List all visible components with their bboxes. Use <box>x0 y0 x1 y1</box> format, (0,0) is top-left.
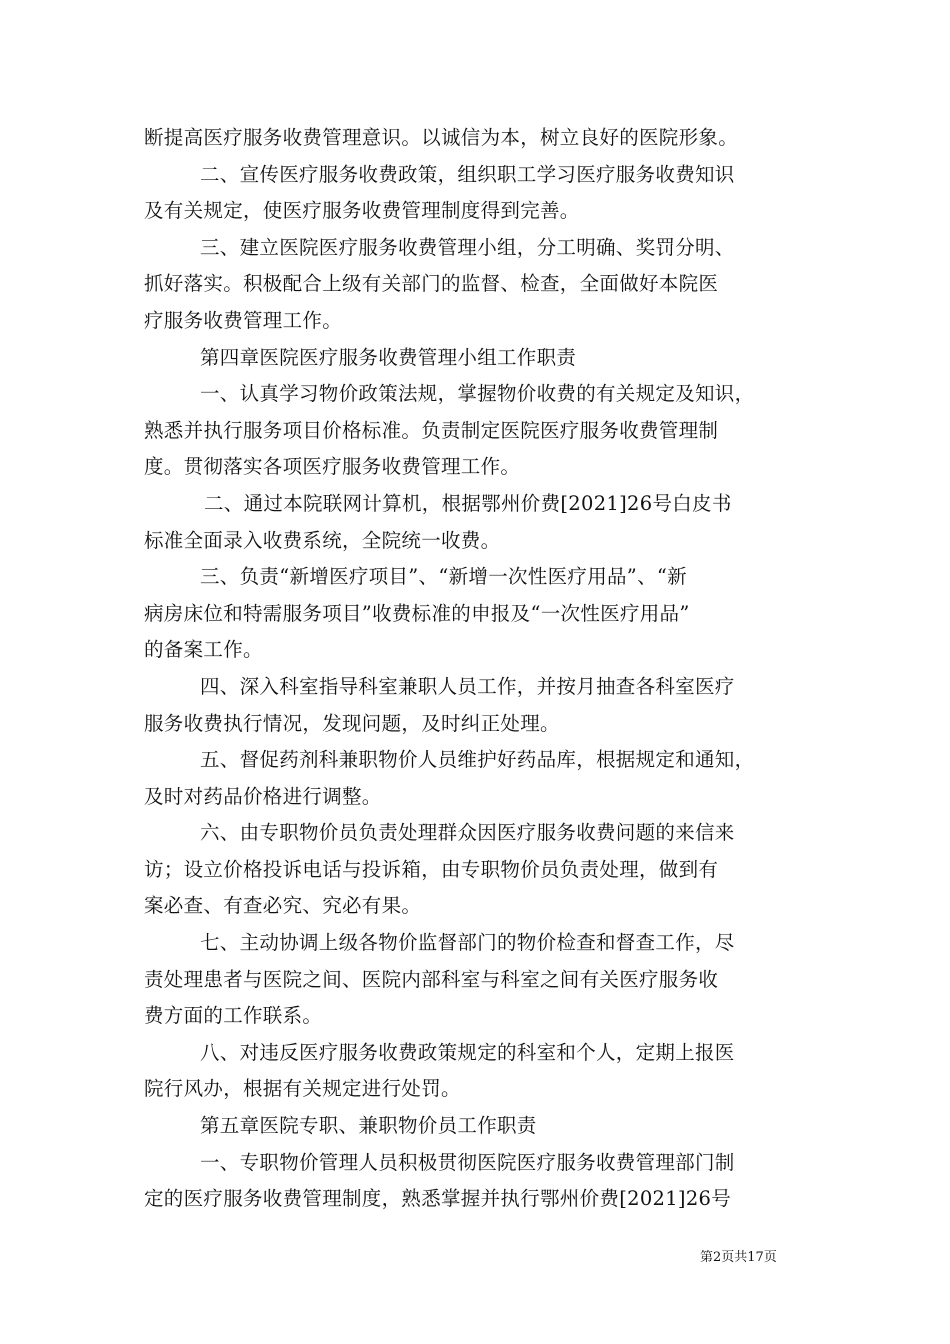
text-line: 度。贯彻落实各项医疗服务收费管理工作。 <box>144 455 521 479</box>
text-line: 服务收费执行情况，发现问题，及时纠正处理。 <box>144 711 560 735</box>
text-line: 一、认真学习物价政策法规，掌握物价收费的有关规定及知识， <box>200 382 755 406</box>
text-line: 五、督促药剂科兼职物价人员维护好药品库，根据规定和通知， <box>200 748 755 772</box>
text-line: 定的医疗服务收费管理制度，熟悉掌握并执行鄂州价费[2021]26号 <box>144 1187 732 1211</box>
text-line: 及有关规定，使医疗服务收费管理制度得到完善。 <box>144 199 580 223</box>
text-line: 疗服务收费管理工作。 <box>144 308 343 332</box>
page-number-footer: 第2页共17页 <box>700 1250 777 1265</box>
text-line: 费方面的工作联系。 <box>144 1004 323 1028</box>
text-line: 责处理患者与医院之间、医院内部科室与科室之间有关医疗服务收 <box>144 967 719 991</box>
document-body <box>144 120 814 1218</box>
text-line: 院行风办，根据有关规定进行处罚。 <box>144 1077 461 1101</box>
text-line: 断提高医疗服务收费管理意识。以诚信为本，树立良好的医院形象。 <box>144 126 739 149</box>
text-line: 二、宣传医疗服务收费政策，组织职工学习医疗服务收费知识 <box>200 162 735 186</box>
text-line: 三、建立医院医疗服务收费管理小组，分工明确、奖罚分明、 <box>200 235 735 259</box>
text-line: 二、通过本院联网计算机，根据鄂州价费[2021]26号白皮书 <box>204 491 732 515</box>
chapter-heading: 第五章医院专职、兼职物价员工作职责 <box>200 1114 537 1138</box>
text-line: 熟悉并执行服务项目价格标准。负责制定医院医疗服务收费管理制 <box>144 418 719 442</box>
text-line: 抓好落实。积极配合上级有关部门的监督、检查，全面做好本院医 <box>144 272 719 296</box>
chapter-heading: 第四章医院医疗服务收费管理小组工作职责 <box>200 345 577 369</box>
text-line: 八、对违反医疗服务收费政策规定的科室和个人，定期上报医 <box>200 1040 735 1064</box>
text-line: 一、专职物价管理人员积极贯彻医院医疗服务收费管理部门制 <box>200 1150 735 1174</box>
text-line: 及时对药品价格进行调整。 <box>144 784 382 808</box>
text-line: 案必查、有查必究、究必有果。 <box>144 894 422 918</box>
text-line: 访；设立价格投诉电话与投诉箱，由专职物价员负责处理，做到有 <box>144 857 719 881</box>
text-line: 的备案工作。 <box>144 638 263 662</box>
text-line: 六、由专职物价员负责处理群众因医疗服务收费问题的来信来 <box>200 821 735 845</box>
text-line: 七、主动协调上级各物价监督部门的物价检查和督查工作，尽 <box>200 931 735 955</box>
text-line: 四、深入科室指导科室兼职人员工作，并按月抽查各科室医疗 <box>200 674 735 698</box>
text-line: 标准全面录入收费系统，全院统一收费。 <box>144 528 501 552</box>
text-line: 三、负责“新增医疗项目”、“新增一次性医疗用品”、“新 <box>200 565 687 589</box>
text-line: 病房床位和特需服务项目”收费标准的申报及“一次性医疗用品” <box>144 601 690 625</box>
